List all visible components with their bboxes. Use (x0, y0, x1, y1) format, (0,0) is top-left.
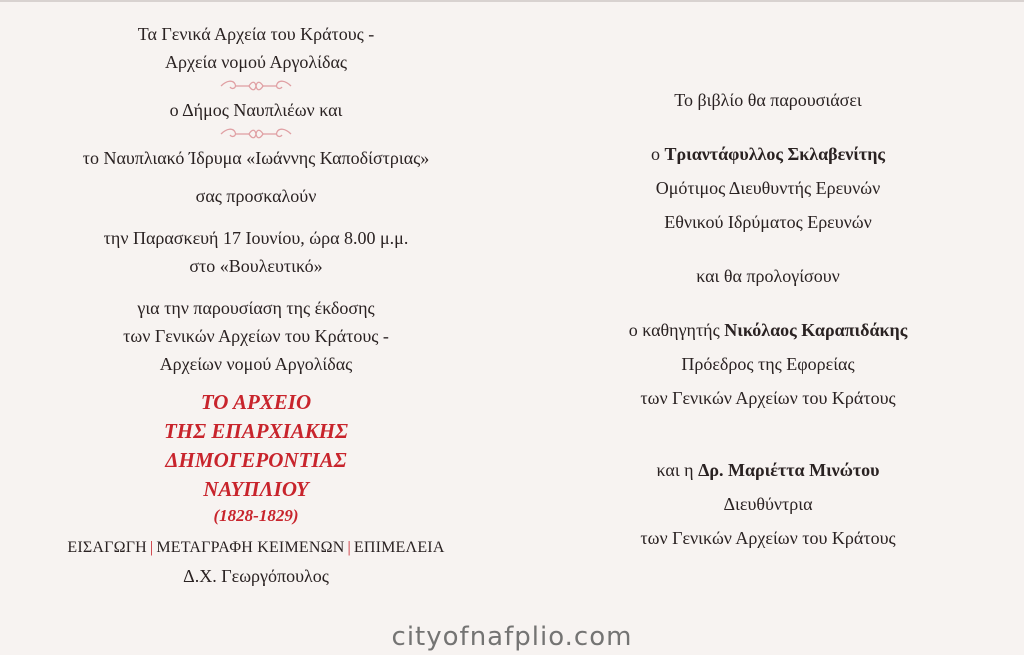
presenter-intro: Το βιβλίο θα παρουσιάσει (674, 90, 862, 110)
speaker-2-prefix: και η (656, 460, 699, 480)
scroll-ornament-icon (56, 78, 456, 94)
watermark: cityofnafplio.com (391, 622, 633, 652)
prologue-intro: και θα προλογίσουν (696, 266, 840, 286)
organizer-line-1: Τα Γενικά Αρχεία του Κράτους - (137, 24, 375, 44)
top-border (0, 0, 1024, 2)
speaker-1-prefix: ο καθηγητής (628, 320, 725, 340)
speaker-1 (568, 316, 968, 344)
book-title-line: ΤΗΣ ΕΠΑΡΧΙΑΚΗΣ (163, 419, 349, 443)
speaker-1-title-1: Πρόεδρος της Εφορείας (681, 354, 855, 374)
presenter (568, 140, 968, 168)
purpose-line-1: για την παρουσίαση της έκδοσης (137, 298, 375, 318)
book-title-line: ΤΟ ΑΡΧΕΙΟ (200, 390, 312, 414)
presenter-name: Τριαντάφυλλος Σκλαβενίτης (664, 144, 886, 164)
invitation-left-column (56, 20, 456, 590)
organizer-line-2: Αρχεία νομού Αργολίδας (164, 52, 348, 72)
speaker-1-title-2: των Γενικών Αρχείων του Κράτους (640, 388, 896, 408)
book-years: (1828-1829) (213, 506, 299, 525)
purpose-line-3: Αρχείων νομού Αργολίδας (159, 354, 353, 374)
speaker-1-name: Νικόλαος Καραπιδάκης (724, 320, 908, 340)
speaker-2 (568, 456, 968, 484)
purpose-line-2: των Γενικών Αρχείων του Κράτους - (123, 326, 389, 346)
credit-introduction: ΕΙΣΑΓΩΓΗ (67, 539, 147, 556)
credit-transcription: ΜΕΤΑΓΡΑΦΗ ΚΕΙΜΕΝΩΝ (156, 539, 345, 556)
speaker-2-title-2: των Γενικών Αρχείων του Κράτους (640, 528, 896, 548)
book-title-line: ΝΑΥΠΛΙΟΥ (203, 477, 309, 501)
invite-text: σας προσκαλούν (195, 186, 317, 206)
book-title-line: ΔΗΜΟΓΕΡΟΝΤΙΑΣ (165, 448, 347, 472)
presenter-title-1: Ομότιμος Διευθυντής Ερευνών (655, 178, 881, 198)
scroll-ornament-icon (56, 126, 456, 142)
organizer-municipality: ο Δήμος Ναυπλιέων και (169, 100, 343, 120)
speaker-2-title-1: Διευθύντρια (723, 494, 813, 514)
organizer-foundation: το Ναυπλιακό Ίδρυμα «Ιωάννης Καποδίστριας» (82, 148, 430, 168)
event-date: την Παρασκευή 17 Ιουνίου, ώρα 8.00 μ.μ. (103, 228, 409, 248)
presenter-prefix: ο (650, 144, 665, 164)
book-title (56, 388, 456, 504)
presenter-title-2: Εθνικού Ιδρύματος Ερευνών (664, 212, 872, 232)
credits-line (56, 534, 456, 562)
credit-separator: | (149, 539, 154, 556)
invitation-right-column (568, 86, 968, 552)
editor-name: Δ.Χ. Γεωργόπουλος (183, 566, 329, 586)
credit-editing: ΕΠΙΜΕΛΕΙΑ (353, 539, 445, 556)
speaker-2-name: Δρ. Μαριέττα Μινώτου (698, 460, 880, 480)
credit-separator: | (347, 539, 351, 556)
event-venue: στο «Βουλευτικό» (189, 256, 323, 276)
